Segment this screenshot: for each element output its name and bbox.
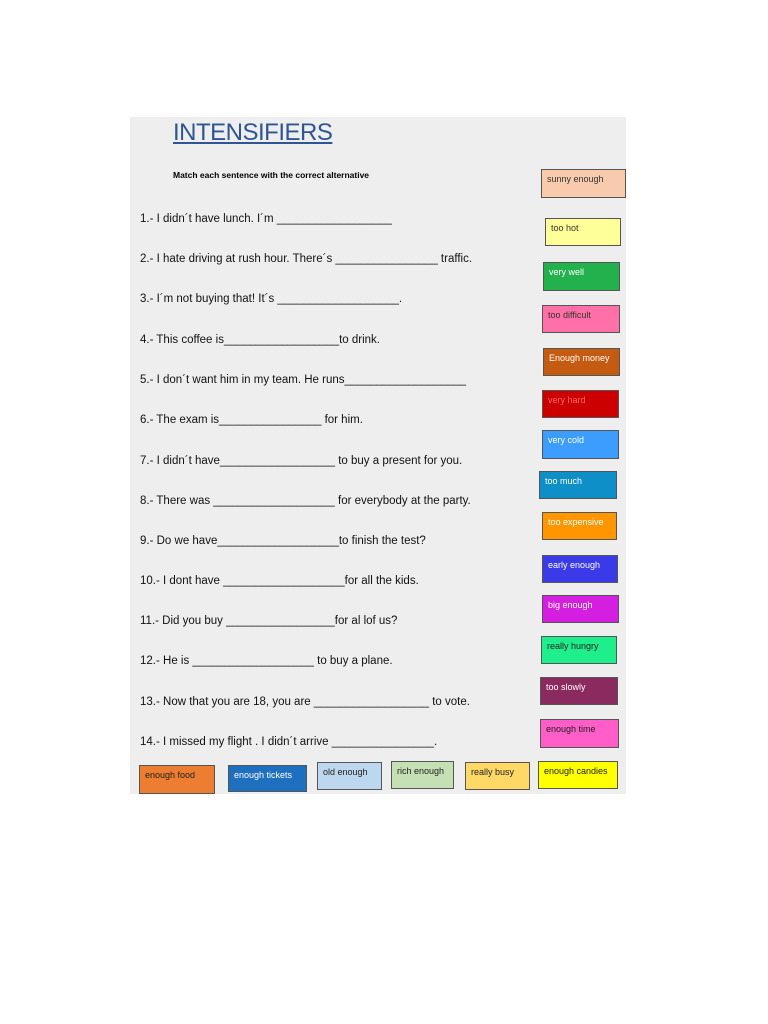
sentence-2: 2.- I hate driving at rush hour. There´s ________________ traffic. xyxy=(140,253,473,265)
sentence-10: 10.- I dont have ___________________for all the kids. xyxy=(140,575,419,587)
option-box: rich enough xyxy=(391,761,454,789)
option-box: too hot xyxy=(545,218,621,246)
option-box: early enough xyxy=(542,555,618,583)
sentence-11: 11.- Did you buy _________________for al lof us? xyxy=(140,615,398,627)
option-box: too difficult xyxy=(542,305,620,333)
option-box: very cold xyxy=(542,430,619,459)
option-box: sunny enough xyxy=(541,169,626,198)
option-box: old enough xyxy=(317,762,382,790)
worksheet-page xyxy=(130,117,626,794)
sentence-4: 4.- This coffee is__________________to drink. xyxy=(140,334,380,346)
sentence-3: 3.- I´m not buying that! It´s ___________________. xyxy=(140,293,403,305)
worksheet-title: INTENSIFIERS xyxy=(173,119,333,146)
sentence-6: 6.- The exam is________________ for him. xyxy=(140,414,363,426)
option-box: enough candies xyxy=(538,761,618,789)
option-box: too slowly xyxy=(540,677,618,705)
option-box: Enough money xyxy=(543,348,620,376)
option-box: too expensive xyxy=(542,512,617,540)
option-box: really hungry xyxy=(541,636,617,664)
instruction-text: Match each sentence with the correct alternative xyxy=(173,170,370,180)
sentence-5: 5.- I don´t want him in my team. He runs___________________ xyxy=(140,374,467,386)
option-box: really busy xyxy=(465,762,530,790)
option-box: enough time xyxy=(540,719,619,748)
sentence-14: 14.- I missed my flight . I didn´t arrive ________________. xyxy=(140,736,438,748)
option-box: too much xyxy=(539,471,617,499)
option-box: very well xyxy=(543,262,620,291)
option-box: big enough xyxy=(542,595,619,623)
sentence-12: 12.- He is ___________________ to buy a plane. xyxy=(140,655,393,667)
option-box: enough tickets xyxy=(228,765,307,792)
option-box: very hard xyxy=(542,390,619,418)
sentence-8: 8.- There was ___________________ for everybody at the party. xyxy=(140,495,471,507)
option-box: enough food xyxy=(139,765,215,794)
sentence-13: 13.- Now that you are 18, you are __________________ to vote. xyxy=(140,696,470,708)
sentence-9: 9.- Do we have___________________to finish the test? xyxy=(140,535,426,547)
sentence-7: 7.- I didn´t have__________________ to buy a present for you. xyxy=(140,455,463,467)
sentence-1: 1.- I didn´t have lunch. I´m __________________ xyxy=(140,213,392,225)
